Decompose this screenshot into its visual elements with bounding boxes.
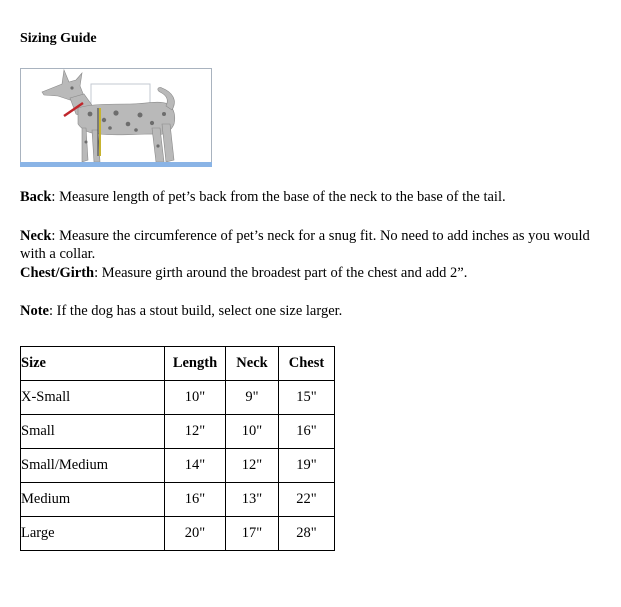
neck-label: Neck <box>20 228 52 244</box>
header-length: Length <box>165 347 226 381</box>
chest-instruction <box>20 264 600 282</box>
dog-measurement-diagram-icon <box>20 68 212 167</box>
back-label: Back <box>20 189 52 205</box>
table-row <box>21 381 335 415</box>
header-size: Size <box>21 347 165 381</box>
table-row <box>21 517 335 551</box>
header-neck: Neck <box>226 347 279 381</box>
cell-chest: 15" <box>279 381 335 415</box>
neck-text: : Measure the circumference of pet’s neck for a snug fit. No need to add inches as you would with a collar. <box>20 228 590 262</box>
cell-chest: 22" <box>279 483 335 517</box>
cell-length: 14" <box>165 449 226 483</box>
cell-length: 12" <box>165 415 226 449</box>
cell-size: Medium <box>21 483 165 517</box>
note-label: Note <box>20 303 49 319</box>
note-instruction <box>20 302 600 320</box>
chest-label: Chest/Girth <box>20 265 95 281</box>
neck-instruction <box>20 227 600 263</box>
cell-size: X-Small <box>21 381 165 415</box>
table-header-row <box>21 347 335 381</box>
table-row <box>21 449 335 483</box>
cell-size: Small/Medium <box>21 449 165 483</box>
table-row <box>21 483 335 517</box>
table-row <box>21 415 335 449</box>
note-text: : If the dog has a stout build, select one size larger. <box>49 303 343 319</box>
cell-neck: 17" <box>226 517 279 551</box>
cell-size: Large <box>21 517 165 551</box>
page-title: Sizing Guide <box>20 31 97 46</box>
back-instruction <box>20 188 600 206</box>
cell-chest: 19" <box>279 449 335 483</box>
cell-neck: 13" <box>226 483 279 517</box>
cell-size: Small <box>21 415 165 449</box>
header-chest: Chest <box>279 347 335 381</box>
cell-length: 16" <box>165 483 226 517</box>
cell-neck: 10" <box>226 415 279 449</box>
cell-chest: 16" <box>279 415 335 449</box>
cell-neck: 9" <box>226 381 279 415</box>
chest-text: : Measure girth around the broadest part of the chest and add 2”. <box>94 265 468 281</box>
cell-length: 10" <box>165 381 226 415</box>
back-text: : Measure length of pet’s back from the base of the neck to the base of the tail. <box>51 189 506 205</box>
cell-chest: 28" <box>279 517 335 551</box>
cell-length: 20" <box>165 517 226 551</box>
size-table <box>20 346 335 551</box>
cell-neck: 12" <box>226 449 279 483</box>
